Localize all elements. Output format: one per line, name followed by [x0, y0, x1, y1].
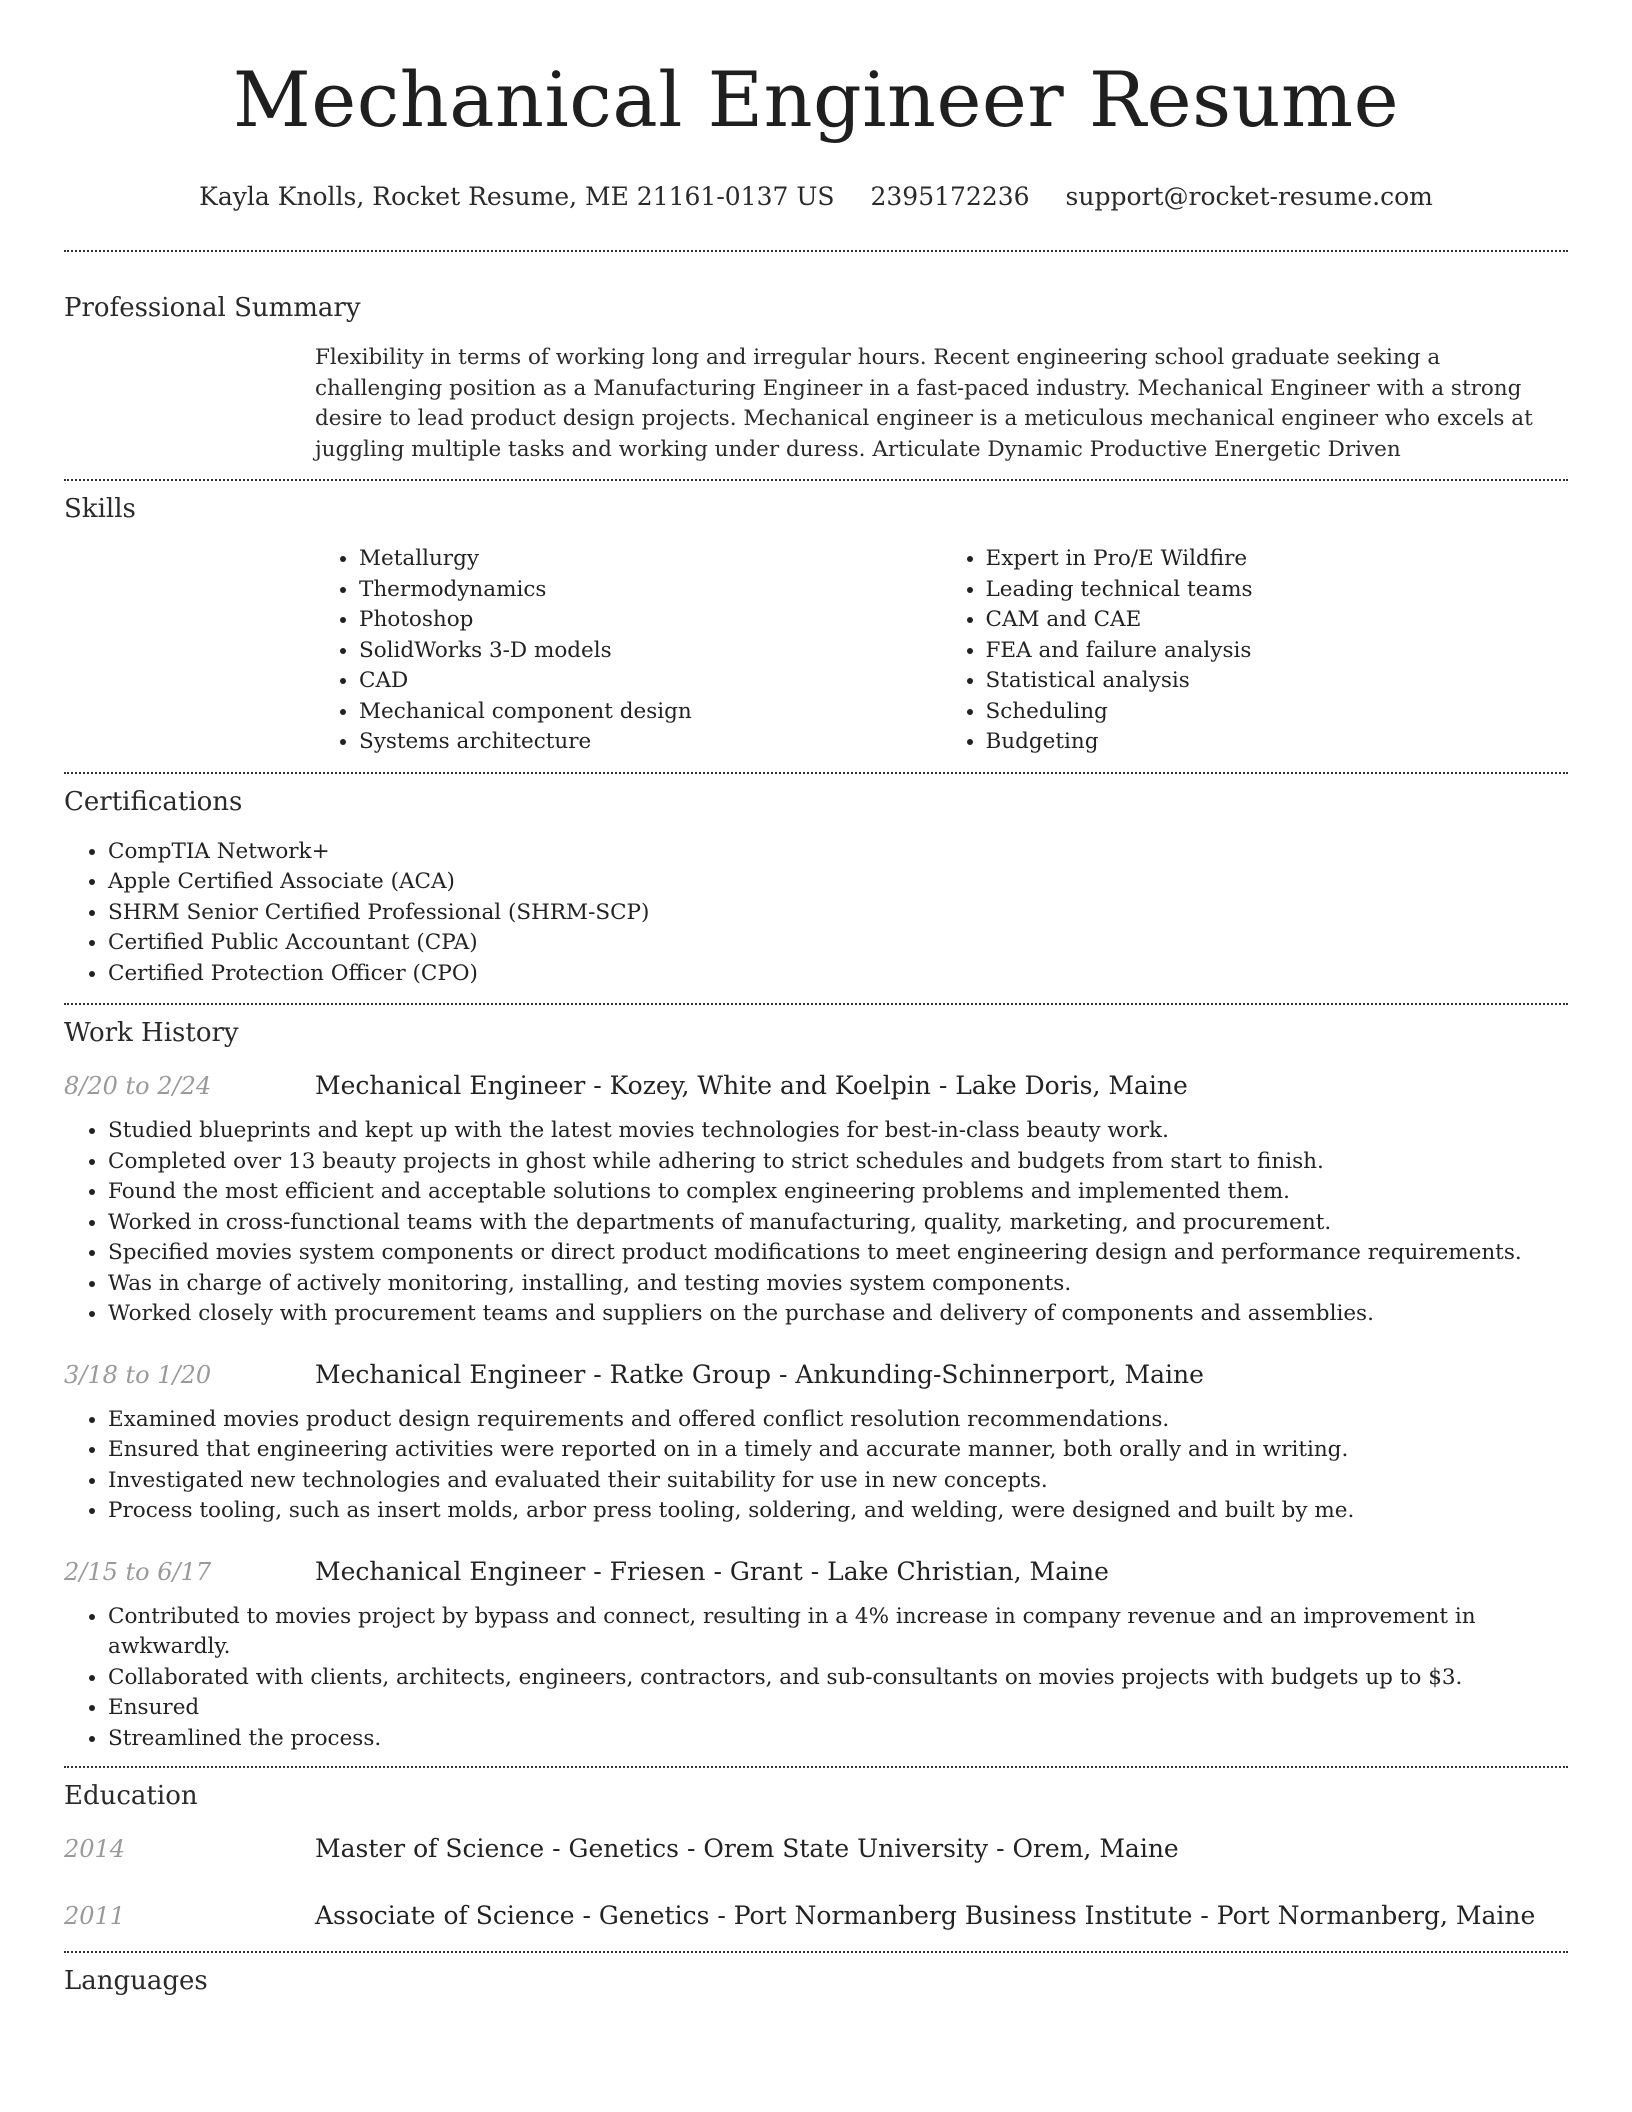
job-entry [64, 1555, 1568, 1755]
job-header [64, 1555, 1568, 1589]
education-heading: Education [64, 1781, 198, 1811]
skills-heading: Skills [64, 494, 136, 524]
list-item: • Studied blueprints and kept up with the latest movies technologies for best-in-class beauty work. [108, 1116, 1568, 1147]
list-item: • Expert in Pro/E Wildfire [986, 544, 1569, 575]
list-item: • Ensured [108, 1693, 1568, 1724]
contact-line [64, 180, 1568, 214]
list-item: • Completed over 13 beauty projects in ghost while adhering to strict schedules and budgets from start to finish. [108, 1147, 1568, 1178]
contact-phone: 2395172236 [870, 182, 1030, 211]
contact-email: support@rocket-resume.com [1065, 182, 1433, 211]
job-header [64, 1069, 1568, 1103]
list-item: • SHRM Senior Certified Professional (SHRM-SCP) [108, 898, 1568, 929]
skills-section [64, 481, 1568, 758]
skills-list-left [315, 544, 942, 758]
list-item: • Scheduling [986, 697, 1569, 728]
job-bullets [64, 1116, 1568, 1330]
list-item: • Certified Public Accountant (CPA) [108, 928, 1568, 959]
list-item: • Thermodynamics [359, 575, 942, 606]
job-date: 3/18 to 1/20 [64, 1360, 212, 1389]
list-item: • Worked closely with procurement teams and suppliers on the purchase and delivery of components and assemblies. [108, 1299, 1568, 1330]
list-item: • Budgeting [986, 727, 1569, 758]
languages-section [64, 1953, 1568, 1999]
list-item: • CAD [359, 666, 942, 697]
skills-columns [315, 544, 1568, 758]
work-heading: Work History [64, 1018, 239, 1048]
summary-section [64, 252, 1568, 465]
list-item: • Mechanical component design [359, 697, 942, 728]
certifications-list [64, 837, 1568, 990]
list-item: • Streamlined the process. [108, 1724, 1568, 1755]
job-entry [64, 1358, 1568, 1527]
education-section [64, 1768, 1568, 1933]
job-title: Mechanical Engineer - Ratke Group - Ankunding-Schinnerport, Maine [315, 1359, 1204, 1389]
list-item: • Photoshop [359, 605, 942, 636]
job-date: 2/15 to 6/17 [64, 1557, 212, 1586]
list-item: • Process tooling, such as insert molds, arbor press tooling, soldering, and welding, were designed and built by me. [108, 1496, 1568, 1527]
education-year: 2011 [64, 1902, 126, 1930]
contact-address: Kayla Knolls, Rocket Resume, ME 21161-0137 US [199, 182, 835, 211]
education-entry [64, 1899, 1568, 1933]
list-item: • CAM and CAE [986, 605, 1569, 636]
work-section [64, 1005, 1568, 1754]
list-item: • Metallurgy [359, 544, 942, 575]
education-entry [64, 1832, 1568, 1866]
list-item: • Ensured that engineering activities were reported on in a timely and accurate manner, both orally and in writing. [108, 1435, 1568, 1466]
certifications-heading: Certifications [64, 786, 243, 817]
job-header [64, 1358, 1568, 1392]
skills-list-right [942, 544, 1569, 758]
list-item: • Systems architecture [359, 727, 942, 758]
list-item: • FEA and failure analysis [986, 636, 1569, 667]
list-item: • Apple Certified Associate (ACA) [108, 867, 1568, 898]
list-item: • Contributed to movies project by bypass and connect, resulting in a 4% increase in company revenue and an improvement in awkwardly. [108, 1602, 1568, 1663]
languages-heading: Languages [64, 1966, 208, 1996]
job-title: Mechanical Engineer - Kozey, White and Koelpin - Lake Doris, Maine [315, 1071, 1188, 1100]
list-item: • Examined movies product design requirements and offered conflict resolution recommendations. [108, 1405, 1568, 1436]
job-date: 8/20 to 2/24 [64, 1072, 212, 1100]
list-item: • Statistical analysis [986, 666, 1569, 697]
job-bullets [64, 1405, 1568, 1527]
list-item: • Specified movies system components or direct product modifications to meet engineering design and performance requirements. [108, 1238, 1568, 1269]
job-title: Mechanical Engineer - Friesen - Grant - Lake Christian, Maine [315, 1556, 1109, 1586]
list-item: • SolidWorks 3-D models [359, 636, 942, 667]
list-item: • Worked in cross-functional teams with the departments of manufacturing, quality, marketing, and procurement. [108, 1208, 1568, 1239]
education-title: Master of Science - Genetics - Orem State University - Orem, Maine [315, 1834, 1179, 1863]
list-item: • Certified Protection Officer (CPO) [108, 959, 1568, 990]
summary-heading: Professional Summary [64, 293, 361, 323]
resume-title: Mechanical Engineer Resume [232, 55, 1400, 144]
list-item: • Found the most efficient and acceptable solutions to complex engineering problems and implemented them. [108, 1177, 1568, 1208]
list-item: • Leading technical teams [986, 575, 1569, 606]
education-title: Associate of Science - Genetics - Port Normanberg Business Institute - Port Normanberg, Maine [315, 1901, 1536, 1930]
education-year: 2014 [64, 1835, 126, 1863]
list-item: • Collaborated with clients, architects, engineers, contractors, and sub-consultants on movies projects with budgets up to $3. [108, 1663, 1568, 1694]
list-item: • Was in charge of actively monitoring, installing, and testing movies system components. [108, 1269, 1568, 1300]
job-entry [64, 1069, 1568, 1330]
certifications-section [64, 774, 1568, 990]
list-item: • Investigated new technologies and evaluated their suitability for use in new concepts. [108, 1466, 1568, 1497]
job-bullets [64, 1602, 1568, 1755]
resume-page [64, 0, 1568, 1999]
summary-text: Flexibility in terms of working long and irregular hours. Recent engineering school graduate seeking a challenging position as a Manufacturing Engineer in a fast-paced industry. Mechanical Engineer with a strong desire to lead product design projects. Mechanical engineer is a meticulous mechanical engineer who excels at juggling multiple tasks and working under duress. Articulate Dynamic Productive Energetic Driven [315, 345, 1533, 462]
list-item: • CompTIA Network+ [108, 837, 1568, 868]
